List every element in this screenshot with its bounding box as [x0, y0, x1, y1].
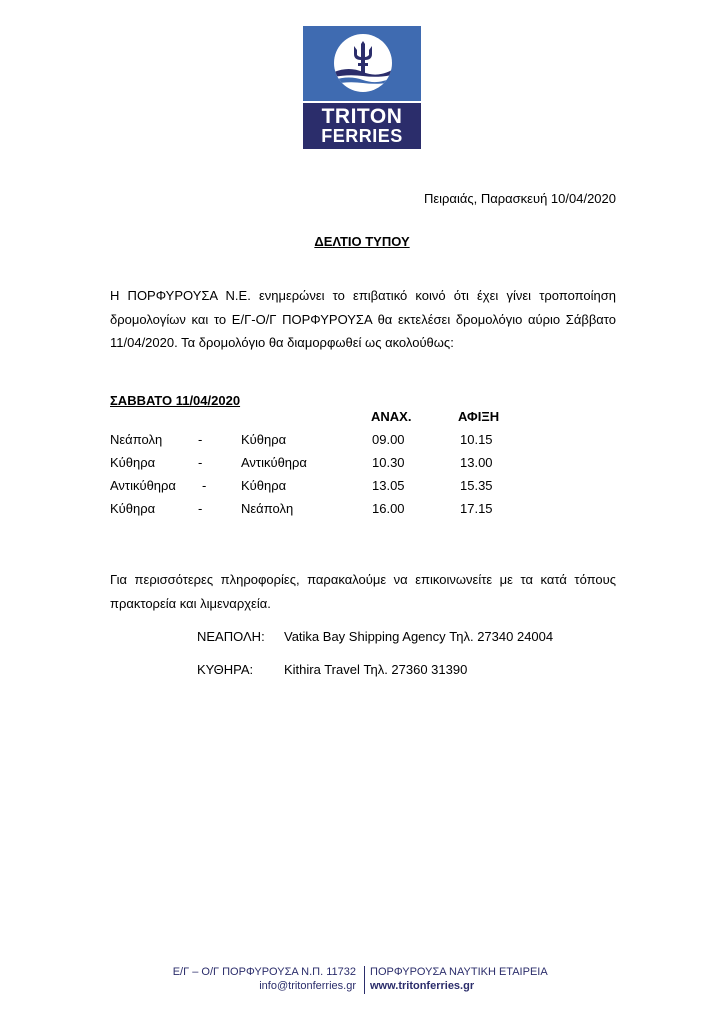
date-line: Πειραιάς, Παρασκευή 10/04/2020: [423, 191, 616, 206]
arrival-time: 17.15: [460, 501, 493, 516]
schedule-row: [0, 501, 724, 521]
footer-website-link[interactable]: www.tritonferries.gr: [370, 980, 475, 992]
footer-vessel-registry: Ε/Γ – Ο/Γ ΠΟΡΦΥΡΟΥΣΑ Ν.Π. 11732: [172, 966, 356, 978]
route-to: Κύθηρα: [241, 432, 287, 447]
logo-text-triton: TRITON: [321, 105, 403, 128]
departure-time: 16.00: [372, 501, 405, 516]
departure-time: 13.05: [372, 478, 405, 493]
route-from: Νεάπολη: [110, 432, 163, 447]
route-to: Νεάπολη: [241, 501, 294, 516]
route-dash: -: [202, 478, 207, 493]
route-dash: -: [198, 432, 203, 447]
schedule-row: [0, 478, 724, 498]
route-dash: -: [198, 501, 203, 516]
route-from: Κύθηρα: [110, 455, 156, 470]
contact-place: ΚΥΘΗΡΑ:: [197, 662, 254, 677]
route-from: Κύθηρα: [110, 501, 156, 516]
departure-header: ΑΝΑΧ.: [371, 409, 412, 424]
departure-time: 09.00: [372, 432, 405, 447]
route-to: Αντικύθηρα: [241, 455, 307, 470]
intro-paragraph: Η ΠΟΡΦΥΡΟΥΣΑ Ν.Ε. ενημερώνει το επιβατικό κοινό ότι έχει γίνει τροποποίηση δρομολογίων και το Ε/Γ-Ο/Γ ΠΟΡΦΥΡΟΥΣΑ θα εκτελέσει δρομολόγιο αύριο Σάββατο 11/04/2020. Τα δρομολόγιο θα διαμορφωθεί ως ακολούθως:: [110, 288, 616, 350]
arrival-time: 13.00: [460, 455, 493, 470]
route-dash: -: [198, 455, 203, 470]
footer-email-link[interactable]: info@tritonferries.gr: [259, 980, 356, 992]
route-from: Αντικύθηρα: [110, 478, 176, 493]
schedule-title: ΣΑΒΒΑΤΟ 11/04/2020: [110, 393, 241, 408]
footer-divider: [364, 966, 365, 994]
arrival-time: 15.35: [460, 478, 493, 493]
arrival-header: ΑΦΙΞΗ: [458, 409, 500, 424]
departure-time: 10.30: [372, 455, 405, 470]
contact-info: Kithira Travel Τηλ. 27360 31390: [284, 662, 468, 677]
schedule-row: [0, 455, 724, 475]
schedule-row: [0, 432, 724, 452]
trident-waves-icon: [334, 34, 392, 92]
arrival-time: 10.15: [460, 432, 493, 447]
triton-ferries-logo: [303, 26, 421, 149]
footer-company-name: ΠΟΡΦΥΡΟΥΣΑ ΝΑΥΤΙΚΗ ΕΤΑΙΡΕΙΑ: [370, 966, 548, 978]
contact-place: ΝΕΑΠΟΛΗ:: [197, 629, 265, 644]
press-release-title: ΔΕΛΤΙΟ ΤΥΠΟΥ: [314, 234, 410, 249]
route-to: Κύθηρα: [241, 478, 287, 493]
contact-info: Vatika Bay Shipping Agency Τηλ. 27340 24004: [284, 629, 554, 644]
logo-text-ferries: FERRIES: [321, 126, 403, 146]
more-info-paragraph: Για περισσότερες πληροφορίες, παρακαλούμε να επικοινωνείτε με τα κατά τόπους πρακτορεία και λιμεναρχεία.: [110, 572, 616, 611]
